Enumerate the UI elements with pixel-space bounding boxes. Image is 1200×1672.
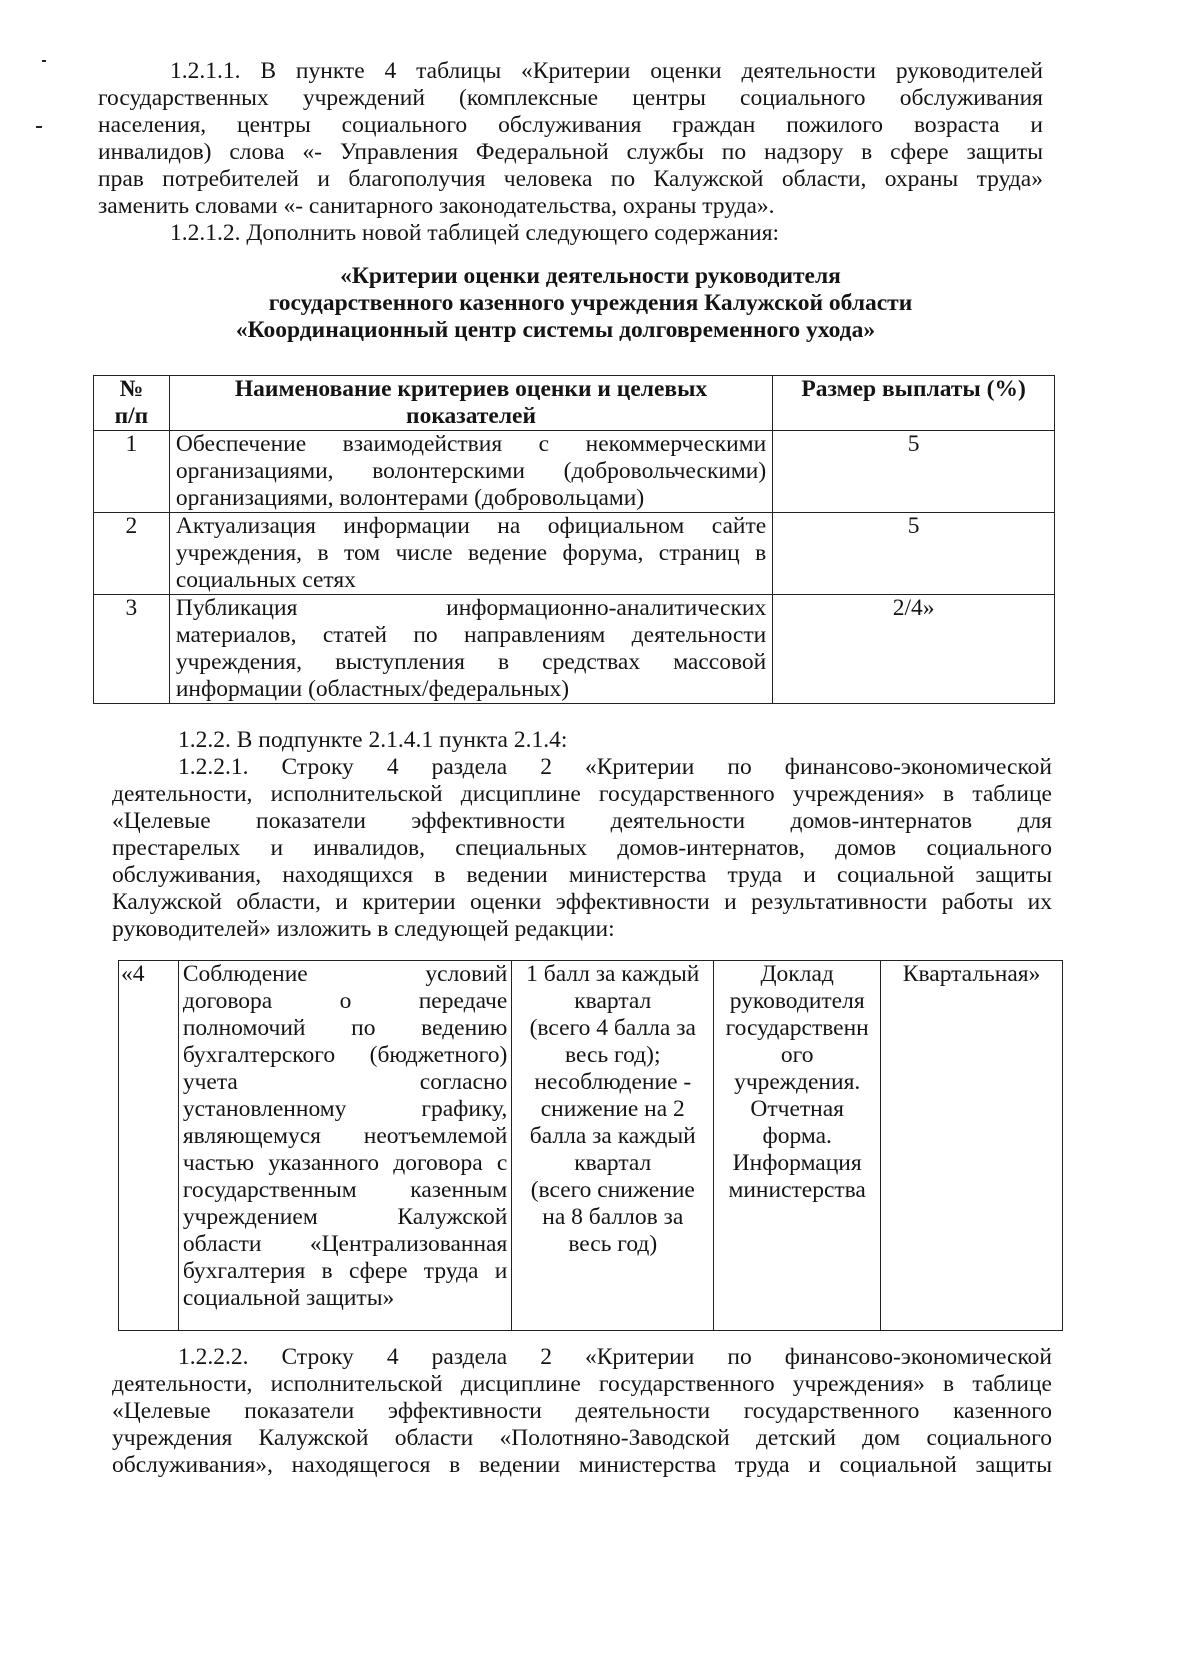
table-row <box>94 513 1055 595</box>
text-line: деятельности, исполнительской дисциплине государственного учреждения» в таблице <box>112 781 1052 807</box>
text-line: Калужской области, и критерии оценки эффективности и результативности работы их <box>112 889 1052 915</box>
table-title <box>98 263 1043 344</box>
margin-mark <box>42 60 46 62</box>
table-row <box>94 595 1055 704</box>
text-line: обслуживания», находящегося в ведении министерства труда и социальной защиты <box>112 1452 1052 1478</box>
header-num: № п/п <box>94 376 170 431</box>
text-line: руководителей» изложить в следующей редакции: <box>112 916 615 942</box>
table-header-row <box>94 376 1055 431</box>
row-criterion: Публикация информационно-аналитических материалов, статей по направлениям деятельности учреждения, выступления в средствах массовой информации (областных/федеральных) <box>169 595 772 704</box>
criteria-table <box>93 375 1055 704</box>
text-line: государственных учреждений (комплексные центры социального обслуживания <box>98 85 1043 111</box>
paragraph-1-2-1-1 <box>98 58 1043 247</box>
row-value: 5 <box>773 513 1055 595</box>
text-line: прав потребителей и благополучия человека по Калужской области, охраны труда» <box>98 166 1043 192</box>
title-line: «Координационный центр системы долговременного ухода» <box>235 317 876 343</box>
header-name: Наименование критериев оценки и целевых показателей <box>169 376 772 431</box>
text-line: «Целевые показатели эффективности деятельности домов-интернатов для <box>112 808 1052 834</box>
text-line: 1.2.2. В подпункте 2.1.4.1 пункта 2.1.4: <box>178 727 568 753</box>
paragraph-1-2-2 <box>112 727 1052 943</box>
text-line: обслуживания, находящихся в ведении министерства труда и социальной защиты <box>112 862 1052 888</box>
text-line: 1.2.1.1. В пункте 4 таблицы «Критерии оценки деятельности руководителей <box>170 58 1043 84</box>
row-source: Доклад руководителя государственн ого учреждения. Отчетная форма. Информация министерства <box>714 961 881 1331</box>
row-score: 1 балл за каждый квартал (всего 4 балла за весь год); несоблюдение - снижение на 2 балла за каждый квартал (всего снижение на 8 баллов за весь год) <box>512 961 714 1331</box>
table-row <box>119 961 1063 1331</box>
row-criterion: Обеспечение взаимодействия с некоммерческими организациями, волонтерскими (добровольческими) организациями, волонтерами (добровольцами) <box>169 431 772 513</box>
text-line: учреждения Калужской области «Полотняно-Заводской детский дом социального <box>112 1425 1052 1451</box>
row-num: 2 <box>94 513 170 595</box>
text-line: престарелых и инвалидов, специальных домов-интернатов, домов социального <box>112 835 1052 861</box>
text-line: «Целевые показатели эффективности деятельности государственного казенного <box>112 1398 1052 1424</box>
text-line: инвалидов) слова «- Управления Федеральной службы по надзору в сфере защиты <box>98 139 1043 165</box>
title-line: «Критерии оценки деятельности руководителя <box>340 263 841 289</box>
row-criterion: Актуализация информации на официальном сайте учреждения, в том числе ведение форума, страниц в социальных сетях <box>169 513 772 595</box>
row-num: 1 <box>94 431 170 513</box>
row-num: 3 <box>94 595 170 704</box>
text-line: деятельности, исполнительской дисциплине государственного учреждения» в таблице <box>112 1371 1052 1397</box>
margin-mark <box>36 126 42 128</box>
row-value: 5 <box>773 431 1055 513</box>
header-size: Размер выплаты (%) <box>773 376 1055 431</box>
row-period: Квартальная» <box>881 961 1063 1331</box>
row-value: 2/4» <box>773 595 1055 704</box>
paragraph-1-2-2-2 <box>112 1344 1052 1479</box>
title-line: государственного казенного учреждения Калужской области <box>268 290 913 316</box>
table-row <box>94 431 1055 513</box>
paragraph-1-2-1-2: 1.2.1.2. Дополнить новой таблицей следующего содержания: <box>170 220 780 246</box>
text-line: 1.2.2.1. Строку 4 раздела 2 «Критерии по финансово-экономической <box>178 754 1052 780</box>
text-line: населения, центры социального обслуживания граждан пожилого возраста и <box>98 112 1043 138</box>
text-line: 1.2.2.2. Строку 4 раздела 2 «Критерии по финансово-экономической <box>178 1344 1052 1370</box>
row-condition: Соблюдение условий договора о передаче полномочий по ведению бухгалтерского (бюджетного) учета согласно установленному графику, являющемуся неотъемлемой частью указанного договора с государственным казенным учреждением Калужской области «Централизованная бухгалтерия в сфере труда и социальной защиты» <box>178 961 511 1331</box>
replacement-row-table <box>118 960 1063 1331</box>
text-line: заменить словами «- санитарного законодательства, охраны труда». <box>98 193 775 219</box>
row-num: «4 <box>119 961 179 1331</box>
